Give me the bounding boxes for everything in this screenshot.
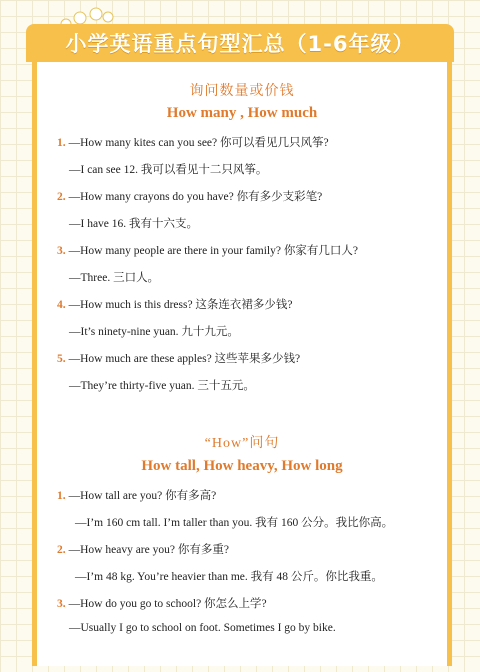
section2-answer-1: —I’m 160 cm tall. I’m taller than you. 我有 160 公分。我比你高。 (75, 517, 394, 529)
section1-answer-5: —They’re thirty-five yuan. 三十五元。 (69, 380, 255, 392)
item-number: 3. (57, 598, 66, 610)
section2-question-1 (57, 487, 439, 503)
content-card (32, 62, 452, 666)
section2-answer-3: —Usually I go to school on foot. Sometimes I go by bike. (69, 622, 336, 634)
section1-subtitle: How many , How much (166, 105, 318, 121)
section1-question-1 (57, 134, 439, 150)
section2-question-2 (57, 541, 439, 557)
item-number: 1. (57, 490, 66, 502)
question-text: —How do you go to school? 你怎么上学? (68, 598, 267, 610)
item-number: 2. (57, 191, 66, 203)
section1-answer-3: —Three. 三口人。 (69, 272, 160, 284)
item-number: 5. (57, 353, 66, 365)
question-text: —How much is this dress? 这条连衣裙多少钱? (68, 299, 293, 311)
section2-title: “How”问句 (204, 436, 280, 451)
page-title: 小学英语重点句型汇总（1-6年级） (26, 24, 454, 62)
section1-question-4 (57, 296, 439, 312)
item-number: 4. (57, 299, 66, 311)
question-text: —How many people are there in your family? 你家有几口人? (68, 245, 358, 257)
question-text: —How many kites can you see? 你可以看见几只风筝? (68, 137, 329, 149)
section1-answer-4: —It’s ninety-nine yuan. 九十九元。 (69, 326, 239, 338)
question-text: —How much are these apples? 这些苹果多少钱? (68, 353, 301, 365)
section1-question-3 (57, 242, 439, 258)
section1-question-2 (57, 188, 439, 204)
section2-subtitle: How tall, How heavy, How long (141, 458, 343, 474)
item-number: 1. (57, 137, 66, 149)
item-number: 2. (57, 544, 66, 556)
section1-question-5 (57, 350, 439, 366)
section2-question-3 (57, 595, 439, 611)
section2-answer-2: —I’m 48 kg. You’re heavier than me. 我有 48 公斤。你比我重。 (75, 571, 383, 583)
question-text: —How heavy are you? 你有多重? (68, 544, 229, 556)
section1-answer-2: —I have 16. 我有十六支。 (69, 218, 199, 230)
question-text: —How many crayons do you have? 你有多少支彩笔? (68, 191, 323, 203)
item-number: 3. (57, 245, 66, 257)
section1-answer-1: —I can see 12. 我可以看见十二只风筝。 (69, 164, 268, 176)
section1-title: 询问数量或价钱 (189, 84, 295, 99)
question-text: —How tall are you? 你有多高? (68, 490, 217, 502)
